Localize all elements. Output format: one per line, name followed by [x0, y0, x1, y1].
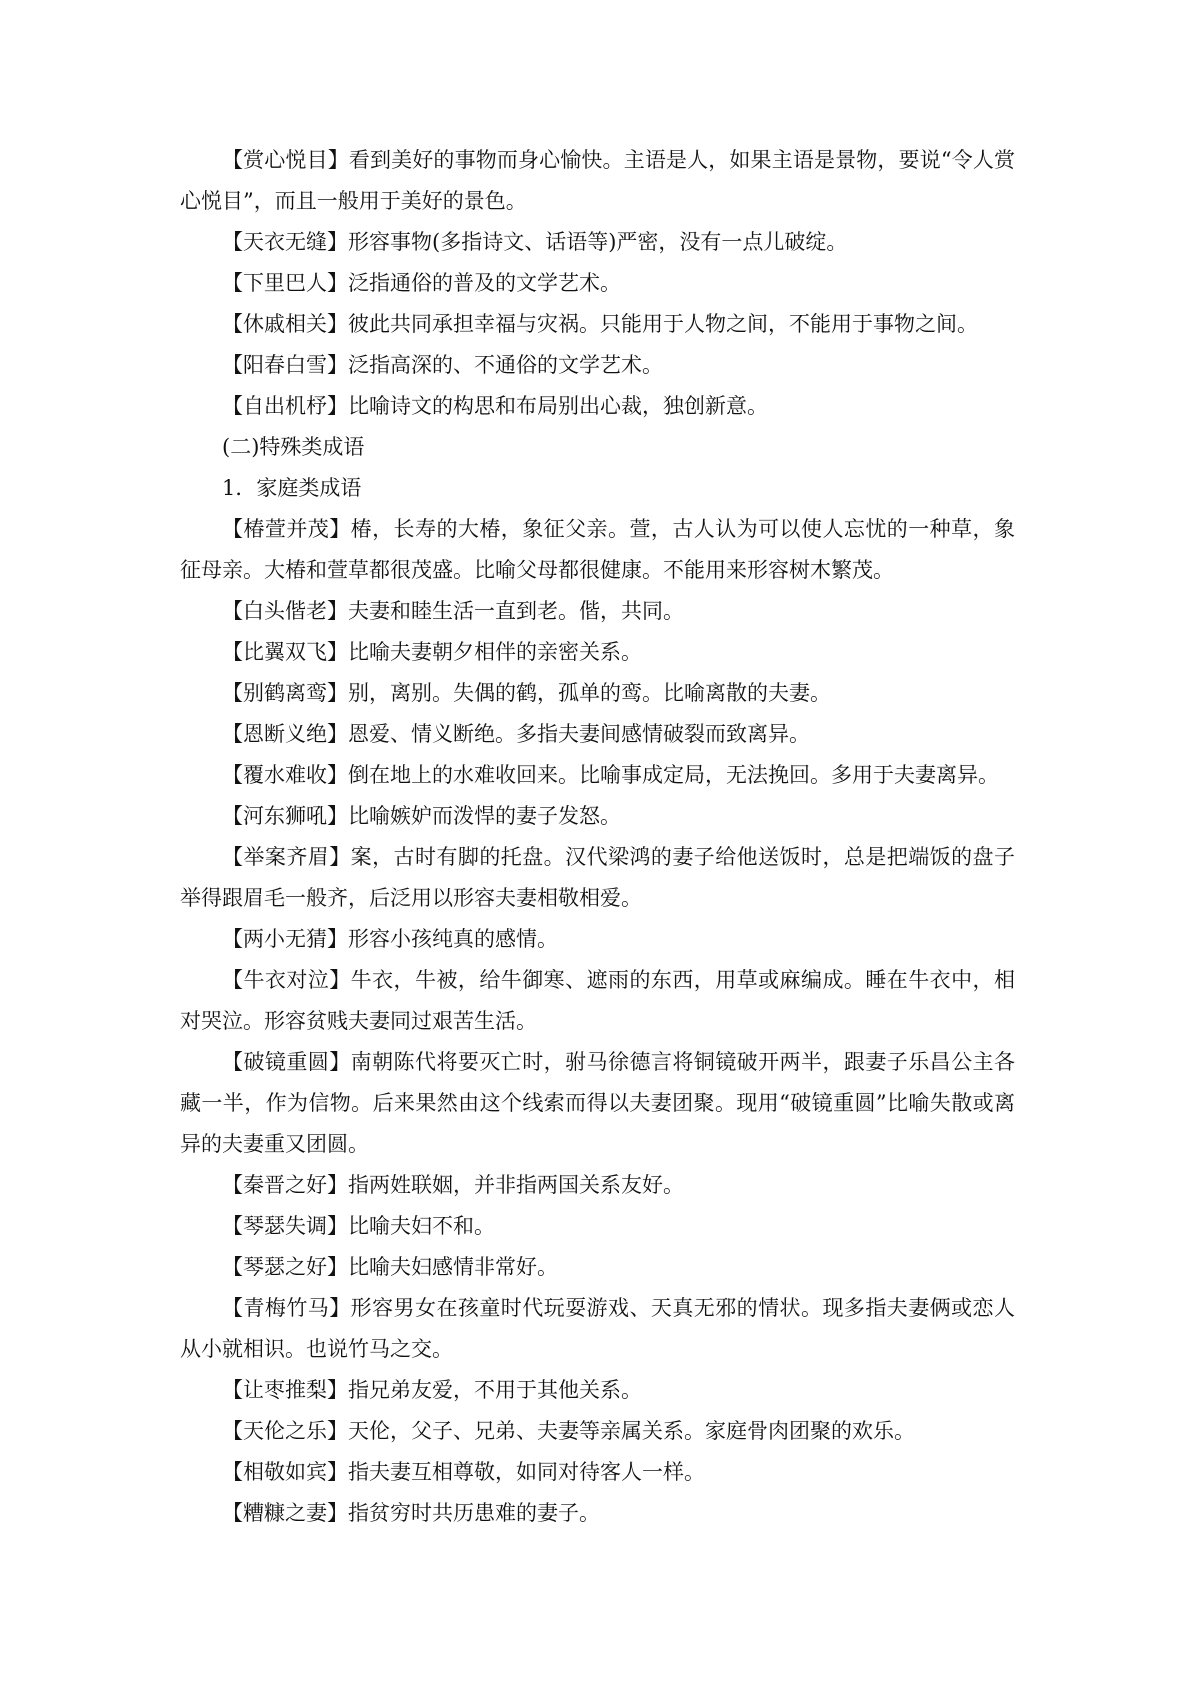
paragraph-qingmeizhuma: 【青梅竹马】形容男女在孩童时代玩耍游戏、天真无邪的情状。现多指夫妻俩或恋人从小就相识。也说竹马之交。	[180, 1296, 1015, 1361]
section-heading: (二)特殊类成语	[222, 435, 365, 459]
paragraph-zichujizhu: 【自出机杼】比喻诗文的构思和布局别出心裁，独创新意。	[222, 394, 768, 418]
paragraph-biehelijuan: 【别鹤离鸾】别，离别。失偶的鹤，孤单的鸾。比喻离散的夫妻。	[222, 681, 831, 705]
paragraph-xiangjingrubin: 【相敬如宾】指夫妻互相尊敬，如同对待客人一样。	[222, 1460, 705, 1484]
paragraph-shangxinyuemu: 【赏心悦目】看到美好的事物而身心愉快。主语是人，如果主语是景物，要说“令人赏心悦目”，而且一般用于美好的景色。	[180, 148, 1015, 213]
paragraph-fushuinanshou: 【覆水难收】倒在地上的水难收回来。比喻事成定局，无法挽回。多用于夫妻离异。	[222, 763, 999, 787]
paragraph-juanqimei: 【举案齐眉】案，古时有脚的托盘。汉代梁鸿的妻子给他送饭时，总是把端饭的盘子举得跟眉毛一般齐，后泛用以形容夫妻相敬相爱。	[180, 845, 1015, 910]
paragraph-qinsezhihao: 【琴瑟之好】比喻夫妇感情非常好。	[222, 1255, 558, 1279]
paragraph-tianyiwufeng: 【天衣无缝】形容事物(多指诗文、话语等)严密，没有一点儿破绽。	[222, 230, 848, 254]
paragraph-xialibaren: 【下里巴人】泛指通俗的普及的文学艺术。	[222, 271, 621, 295]
paragraph-baitouxielao: 【白头偕老】夫妻和睦生活一直到老。偕，共同。	[222, 599, 684, 623]
paragraph-enduanyijue: 【恩断义绝】恩爱、情义断绝。多指夫妻间感情破裂而致离异。	[222, 722, 810, 746]
paragraph-liangxiaowucai: 【两小无猜】形容小孩纯真的感情。	[222, 927, 558, 951]
paragraph-qinjinzhihao: 【秦晋之好】指两姓联姻，并非指两国关系友好。	[222, 1173, 684, 1197]
subsection-heading: 1．家庭类成语	[222, 476, 362, 500]
paragraph-rangzaotuili: 【让枣推梨】指兄弟友爱，不用于其他关系。	[222, 1378, 642, 1402]
paragraph-hedongshihou: 【河东狮吼】比喻嫉妒而泼悍的妻子发怒。	[222, 804, 621, 828]
paragraph-biyishuangfei: 【比翼双飞】比喻夫妻朝夕相伴的亲密关系。	[222, 640, 642, 664]
paragraph-xiuqixiangguan: 【休戚相关】彼此共同承担幸福与灾祸。只能用于人物之间，不能用于事物之间。	[222, 312, 978, 336]
paragraph-pojingchongyuan: 【破镜重圆】南朝陈代将要灭亡时，驸马徐德言将铜镜破开两半，跟妻子乐昌公主各藏一半，作为信物。后来果然由这个线索而得以夫妻团聚。现用“破镜重圆”比喻失散或离异的夫妻重又团圆。	[180, 1050, 1015, 1156]
paragraph-yangchunbaixue: 【阳春白雪】泛指高深的、不通俗的文学艺术。	[222, 353, 663, 377]
paragraph-chunxuanbingmao: 【椿萱并茂】椿，长寿的大椿，象征父亲。萱，古人认为可以使人忘忧的一种草，象征母亲。大椿和萱草都很茂盛。比喻父母都很健康。不能用来形容树木繁茂。	[180, 517, 1015, 582]
document-body	[180, 140, 1015, 1534]
paragraph-zaokangzhiqi: 【糟糠之妻】指贫穷时共历患难的妻子。	[222, 1501, 600, 1525]
paragraph-qinseshitiao: 【琴瑟失调】比喻夫妇不和。	[222, 1214, 495, 1238]
paragraph-tianlunzhile: 【天伦之乐】天伦，父子、兄弟、夫妻等亲属关系。家庭骨肉团聚的欢乐。	[222, 1419, 915, 1443]
paragraph-niuyiduiqi: 【牛衣对泣】牛衣，牛被，给牛御寒、遮雨的东西，用草或麻编成。睡在牛衣中，相对哭泣。形容贫贱夫妻同过艰苦生活。	[180, 968, 1015, 1033]
